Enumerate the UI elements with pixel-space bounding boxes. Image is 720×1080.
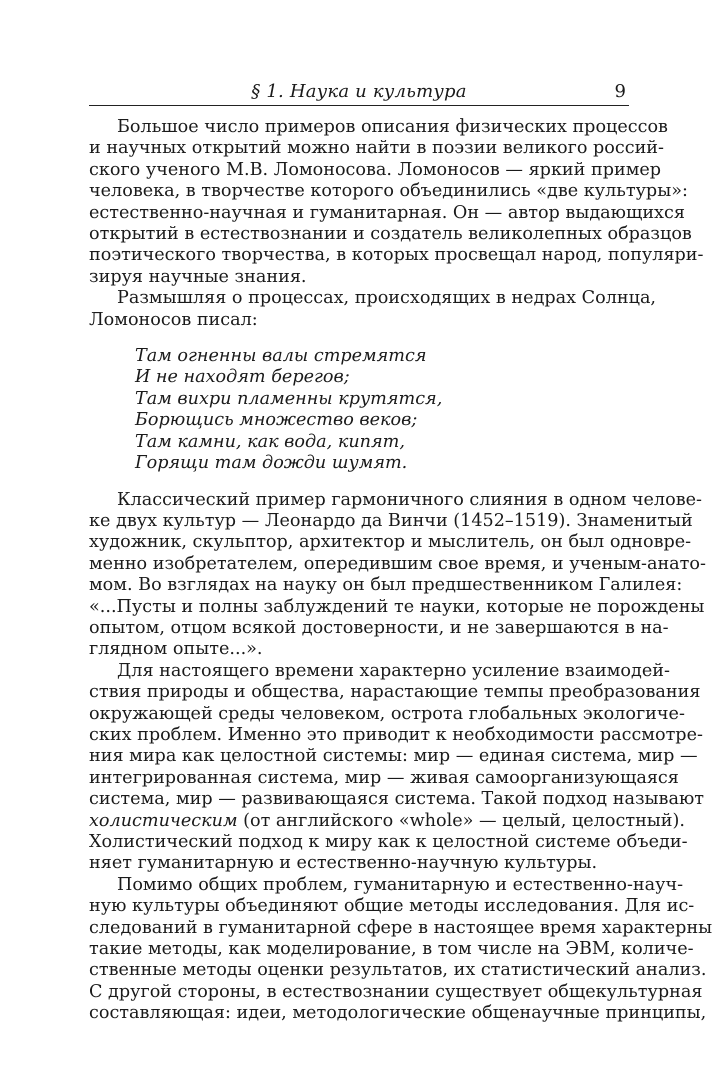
text-line: «...Пусты и полны заблуждений те науки, которые не порождены	[89, 596, 705, 617]
text-line: ских проблем. Именно это приводит к необходимости рассмотре-	[89, 724, 703, 745]
text-line: ке двух культур — Леонардо да Винчи (1452–1519). Знаменитый	[89, 510, 693, 531]
verse-line: Горящи там дожди шумят.	[135, 453, 408, 474]
holistic-term: холистическим	[89, 810, 238, 831]
running-header	[89, 79, 629, 106]
text-line: зируя научные знания.	[89, 266, 307, 287]
verse-line: Там камни, как вода, кипят,	[135, 431, 405, 452]
text-line: мом. Во взглядах на науку он был предшественником Галилея:	[89, 575, 683, 596]
text-line: менно изобретателем, опередившим свое время, и ученым-анато-	[89, 553, 706, 574]
text-line: человека, в творчестве которого объединились «две культуры»:	[89, 181, 688, 202]
text-line: Большое число примеров описания физических процессов	[117, 117, 668, 137]
paragraph-5	[89, 874, 713, 1025]
paragraph-4	[89, 660, 704, 875]
text-line: поэтического творчества, в которых просвещал народ, популяри-	[89, 245, 704, 266]
section-title: § 1. Наука и культура	[251, 81, 467, 102]
text-line: Холистический подход к миру как к целостной системе объеди-	[89, 832, 688, 852]
text-line: ствия природы и общества, нарастающие темпы преобразования	[89, 682, 701, 703]
text-line: система, мир — развивающаяся система. Такой подход называют	[89, 789, 704, 810]
text-line: ния мира как целостной системы: мир — единая система, мир —	[89, 746, 698, 767]
text-line: няет гуманитарную и естественно-научную культуры.	[89, 853, 598, 874]
text-line: ского ученого М.В. Ломоносова. Ломоносов — яркий пример	[89, 159, 662, 180]
text-line: следований в гуманитарной сфере в настоящее время характерны	[89, 917, 713, 938]
text-line: Ломоносов писал:	[89, 309, 258, 330]
verse-line: Борющись множество веков;	[135, 410, 418, 431]
text-line: художник, скульптор, архитектор и мыслитель, он был одновре-	[89, 532, 692, 553]
text-line: интегрированная система, мир — живая самоорганизующаяся	[89, 767, 679, 788]
text-line: окружающей среды человеком, острота глобальных экологиче-	[89, 703, 685, 724]
paragraph-1	[89, 117, 704, 288]
text-line: Для настоящего времени характерно усиление взаимодей-	[117, 660, 670, 681]
paragraph-3	[89, 489, 706, 661]
text-line	[89, 810, 685, 832]
term-definition: (от английского «whole» — целый, целостный).	[237, 810, 685, 831]
text-line: Размышляя о процессах, происходящих в недрах Солнца,	[117, 288, 657, 309]
page-number: 9	[614, 81, 626, 102]
text-line: Классический пример гармоничного слияния в одном челове-	[117, 489, 702, 510]
text-line: опытом, отцом всякой достоверности, и не завершаются в на-	[89, 617, 669, 638]
text-line: естественно-научная и гуманитарная. Он — автор выдающихся	[89, 202, 685, 223]
verse-line: Там вихри пламенны крутятся,	[135, 388, 443, 409]
page-body	[89, 117, 713, 1025]
text-line: ственные методы оценки результатов, их статистический анализ.	[89, 960, 707, 981]
paragraph-2	[89, 288, 657, 331]
text-line: Помимо общих проблем, гуманитарную и естественно-науч-	[117, 874, 684, 895]
text-line: С другой стороны, в естествознании существует общекультурная	[89, 981, 703, 1002]
text-line: ную культуры объединяют общие методы исследования. Для ис-	[89, 896, 695, 917]
verse-line: И не находят берегов;	[135, 367, 350, 388]
text-line: открытий в естествознании и создатель великолепных образцов	[89, 224, 692, 245]
text-line: и научных открытий можно найти в поэзии великого россий-	[89, 138, 664, 159]
poem-quote	[89, 346, 629, 474]
verse-line: Там огненны валы стремятся	[135, 346, 427, 367]
text-line: такие методы, как моделирование, в том числе на ЭВМ, количе-	[89, 939, 694, 960]
text-line: составляющая: идеи, методологические общенаучные принципы,	[89, 1003, 707, 1024]
text-line: глядном опыте...».	[89, 639, 263, 660]
